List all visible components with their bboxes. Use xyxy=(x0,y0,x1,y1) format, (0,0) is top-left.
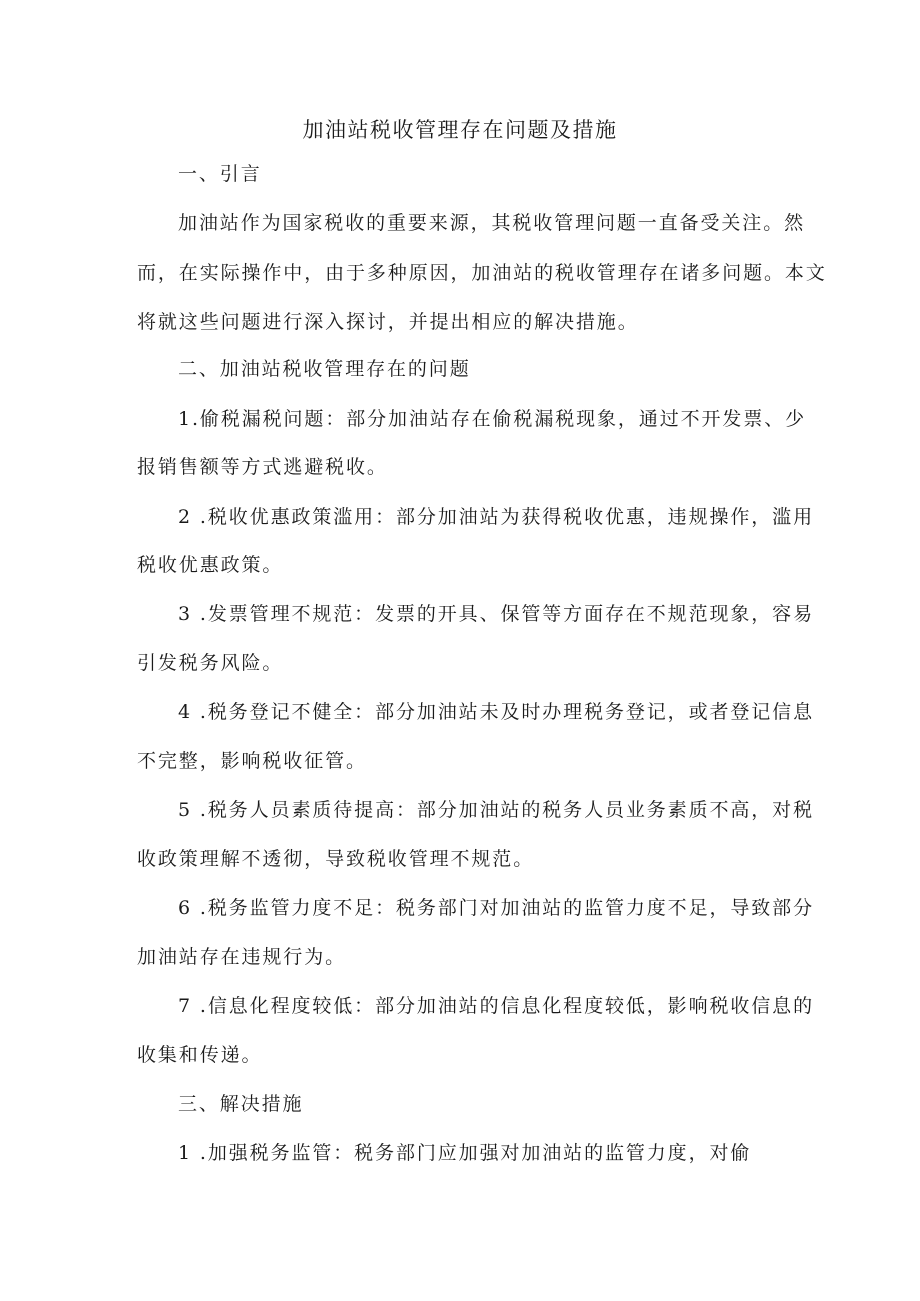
section-heading-problems: 二、加油站税收管理存在的问题 xyxy=(178,358,471,380)
paragraph-line: 而，在实际操作中，由于多种原因，加油站的税收管理存在诸多问题。本文 xyxy=(137,262,827,284)
paragraph-line: 将就这些问题进行深入探讨，并提出相应的解决措施。 xyxy=(137,311,639,333)
list-item-line: 不完整，影响税收征管。 xyxy=(137,750,367,772)
list-item-line: 3 .发票管理不规范：发票的开具、保管等方面存在不规范现象，容易 xyxy=(178,603,814,625)
list-item-line: 收政策理解不透彻，导致税收管理不规范。 xyxy=(137,848,535,870)
list-item-line: 4 .税务登记不健全：部分加油站未及时办理税务登记，或者登记信息 xyxy=(178,701,814,723)
list-item-line: 税收优惠政策。 xyxy=(137,554,284,576)
list-item-line: 5 .税务人员素质待提高：部分加油站的税务人员业务素质不高，对税 xyxy=(178,799,814,821)
list-item-line: 2 .税收优惠政策滥用：部分加油站为获得税收优惠，违规操作，滥用 xyxy=(178,506,814,528)
list-item-line: 报销售额等方式逃避税收。 xyxy=(137,456,388,478)
document-title: 加油站税收管理存在问题及措施 xyxy=(302,118,618,142)
list-item-line: 1 .加强税务监管：税务部门应加强对加油站的监管力度，对偷 xyxy=(178,1142,752,1164)
paragraph-line: 加油站作为国家税收的重要来源，其税收管理问题一直备受关注。然 xyxy=(178,212,806,234)
section-heading-measures: 三、解决措施 xyxy=(178,1093,304,1115)
list-item-line: 7 .信息化程度较低：部分加油站的信息化程度较低，影响税收信息的 xyxy=(178,995,814,1017)
list-item-line: 6 .税务监管力度不足：税务部门对加油站的监管力度不足，导致部分 xyxy=(178,897,814,919)
list-item-line: 收集和传递。 xyxy=(137,1044,263,1066)
section-heading-introduction: 一、引言 xyxy=(178,163,262,185)
list-item-line: 加油站存在违规行为。 xyxy=(137,946,347,968)
list-item-line: 1.偷税漏税问题：部分加油站存在偷税漏税现象，通过不开发票、少 xyxy=(178,408,807,430)
list-item-line: 引发税务风险。 xyxy=(137,652,284,674)
